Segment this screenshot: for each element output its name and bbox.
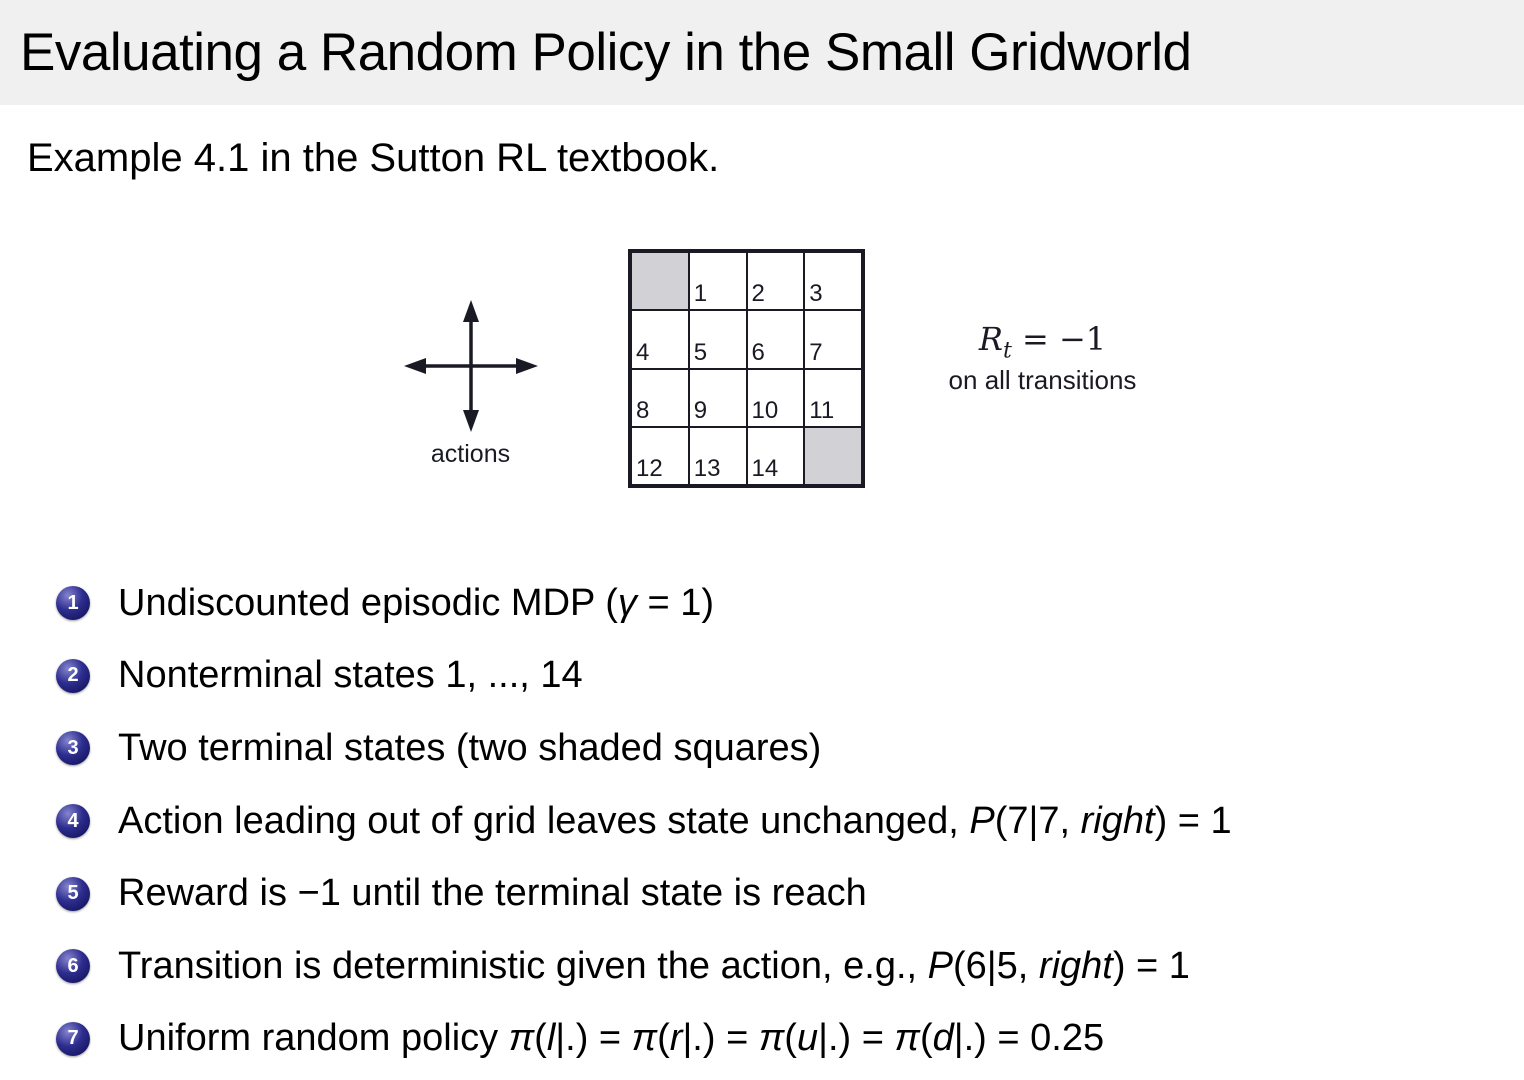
item-text: Transition is deterministic given the action, e.g., P(6|5, right) = 1 — [118, 944, 1190, 987]
grid-cell-3 — [804, 252, 862, 310]
item-text: Action leading out of grid leaves state unchanged, P(7|7, right) = 1 — [118, 799, 1232, 842]
grid-cell-number: 10 — [751, 396, 779, 424]
grid-cell-number: 9 — [693, 396, 708, 424]
grid-cell-7 — [804, 310, 862, 368]
grid-cell-number: 1 — [693, 280, 708, 308]
list-item-2 — [56, 640, 1514, 713]
item-number-badge: 2 — [56, 659, 90, 693]
grid-cell-8 — [631, 369, 689, 427]
item-text: Reward is −1 until the terminal state is reach — [118, 872, 867, 915]
gridworld-grid — [628, 249, 865, 488]
grid-cell-5 — [689, 310, 747, 368]
grid-cell-6 — [747, 310, 805, 368]
four-direction-arrows-icon — [404, 300, 538, 432]
actions-diagram — [398, 300, 543, 469]
grid-cell-number: 4 — [636, 338, 650, 366]
reward-formula — [925, 320, 1160, 363]
list-item-5 — [56, 857, 1514, 930]
grid-cell-1 — [689, 252, 747, 310]
grid-cell-14 — [747, 427, 805, 485]
grid-cell-12 — [631, 427, 689, 485]
grid-cell-number: 2 — [751, 280, 765, 308]
bullet-list — [56, 567, 1514, 1075]
list-item-1 — [56, 567, 1514, 640]
grid-cell-11 — [804, 369, 862, 427]
item-number-badge: 6 — [56, 949, 90, 983]
reward-note: on all transitions — [948, 365, 1137, 396]
reward-annotation — [925, 320, 1160, 396]
grid-cell-number: 11 — [809, 396, 835, 424]
grid-cell-2 — [747, 252, 805, 310]
page-title: Evaluating a Random Policy in the Small Gridworld — [20, 23, 1192, 82]
grid-cell-number: 8 — [636, 396, 650, 424]
item-number-badge: 4 — [56, 804, 90, 838]
grid-cell-10 — [747, 369, 805, 427]
list-item-7 — [56, 1003, 1514, 1076]
item-text: Undiscounted episodic MDP (γ = 1) — [118, 581, 714, 624]
grid-cell-number: 14 — [751, 455, 779, 482]
item-number-badge: 1 — [56, 586, 90, 620]
list-item-4 — [56, 785, 1514, 858]
actions-label: actions — [430, 440, 511, 468]
grid-cell-4 — [631, 310, 689, 368]
reward-symbol: R — [978, 320, 1003, 358]
grid-cell-13 — [689, 427, 747, 485]
reward-value: = −1 — [1011, 320, 1107, 358]
item-number-badge: 3 — [56, 731, 90, 765]
grid-cell-number: 6 — [751, 338, 765, 366]
grid-cell-number: 12 — [636, 455, 663, 482]
item-text: Nonterminal states 1, ..., 14 — [118, 654, 583, 697]
slide-title-bar — [0, 0, 1524, 105]
item-number-badge: 7 — [56, 1022, 90, 1056]
reward-subscript: t — [1002, 338, 1012, 364]
item-number-badge: 5 — [56, 877, 90, 911]
slide-subtitle: Example 4.1 in the Sutton RL textbook. — [27, 136, 720, 180]
grid-cell-number: 7 — [809, 338, 823, 366]
grid-cell-number: 13 — [693, 455, 721, 482]
terminal-cell — [631, 252, 689, 310]
grid-cell-number: 5 — [693, 338, 708, 366]
item-text: Uniform random policy π(l|.) = π(r|.) = π(u|.) = π(d|.) = 0.25 — [118, 1017, 1105, 1060]
grid-cell-9 — [689, 369, 747, 427]
list-item-3 — [56, 712, 1514, 785]
list-item-6 — [56, 930, 1514, 1003]
item-text: Two terminal states (two shaded squares) — [118, 726, 822, 769]
terminal-cell — [804, 427, 862, 485]
grid-cell-number: 3 — [809, 280, 823, 308]
